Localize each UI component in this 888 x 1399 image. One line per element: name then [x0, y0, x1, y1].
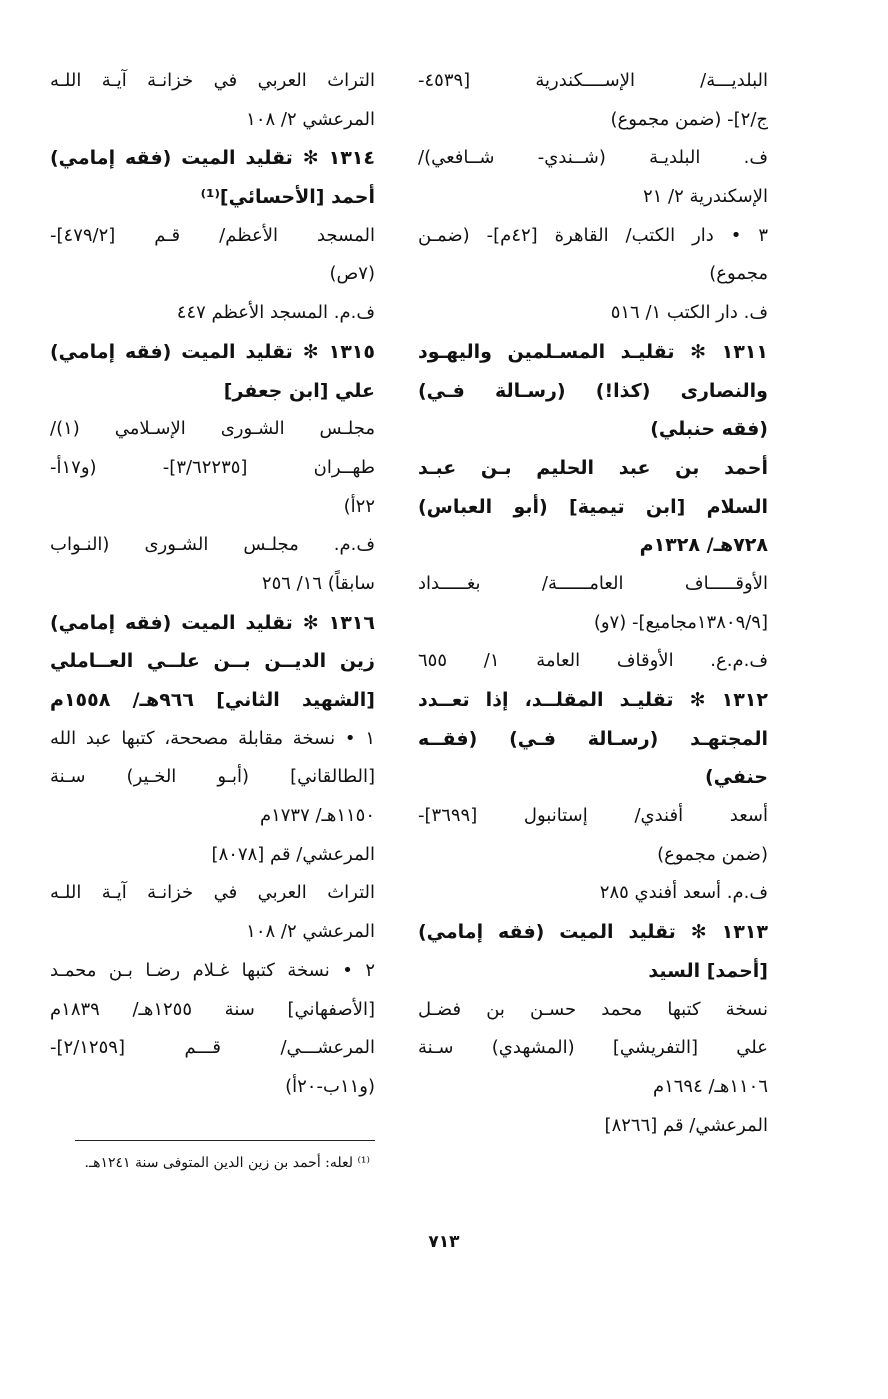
text-line: أحمد [الأحسائي]⁽¹⁾: [200, 186, 375, 209]
text-line: [أحمد] السيد: [648, 959, 768, 982]
text-line: المرعشي/ قم [٨٠٧٨]: [211, 843, 375, 865]
text-line: [الشهيد الثاني] ٩٦٦هـ/ ١٥٥٨م: [50, 689, 375, 711]
text-line: ف.م. المسجد الأعظم ٤٤٧: [176, 302, 375, 324]
text-line: ١٣١٤ ✻ تقليد الميت (فقه إمامي): [50, 147, 375, 170]
text-line: علي [ابن جعفر]: [223, 379, 375, 402]
text-line: طهــران [٣/٦٢٢٣٥]- (و١٧أ-: [50, 456, 375, 478]
text-line: زين الديــن بــن علــي العــاملي: [50, 650, 375, 673]
text-line: ١ • نسخة مقابلة مصححة، كتبها عبد الله: [50, 727, 375, 749]
text-line: المرعشي/ قم [٨٢٦٦]: [604, 1114, 768, 1136]
text-line: ٣ • دار الكتب/ القاهرة [٤٢م]- (ضمـن: [418, 224, 768, 246]
text-line: أحمد بن عبد الحليم بـن عبـد: [418, 456, 768, 479]
text-line: حنفي): [704, 766, 768, 789]
text-line: الإسكندرية ٢/ ٢١: [642, 186, 768, 208]
text-line: ف.م.ع. الأوقاف العامة ١/ ٦٥٥: [418, 650, 768, 672]
text-line: (فقه حنبلي): [650, 418, 768, 441]
text-line: أسعد أفندي/ إستانبول [٣٦٩٩]-: [418, 805, 768, 827]
footnote-divider: [75, 1140, 375, 1141]
text-line: ١٣١٢ ✻ تقليـد المقلــد، إذا تعــدد: [418, 689, 768, 711]
text-line: ف. دار الكتب ١/ ٥١٦: [610, 302, 768, 324]
text-line: الأوقـــــاف العامــــــة/ بغـــــداد: [418, 572, 768, 594]
right-column: [418, 62, 768, 1145]
text-line: مجموع): [709, 263, 768, 285]
text-line: [الطالقاني] (أبـو الخـير) سـنة: [50, 766, 375, 788]
text-line: والنصارى (كذا!) (رسـالة فـي): [418, 379, 768, 402]
footnote: ⁽¹⁾ لعله: أحمد بن زين الدين المتوفى سنة ١٢٤١هـ.: [84, 1155, 370, 1171]
text-line: علي [التفريشي] (المشهدي) سـنة: [418, 1037, 768, 1059]
text-line: نسخة كتبها محمد حسـن بن فضـل: [418, 998, 768, 1020]
text-line: (٧ص): [329, 263, 375, 285]
text-line: ١٣١٥ ✻ تقليد الميت (فقه إمامي): [50, 340, 375, 363]
text-line: السلام [ابن تيمية] (أبو العباس): [418, 495, 768, 518]
text-line: مجلـس الشـورى الإسـلامي (١)/: [50, 418, 375, 440]
text-line: المجتهـد (رسـالة فـي) (فقــه: [418, 727, 768, 750]
text-line: ١١٥٠هـ/ ١٧٣٧م: [259, 805, 375, 827]
text-line: التراث العربي في خزانـة آيـة اللـه: [50, 70, 375, 91]
text-line: المرعشي ٢/ ١٠٨: [246, 108, 375, 130]
text-line: المرعشـــي/ قـــم [٢/١٢٥٩]-: [50, 1037, 375, 1059]
text-line: ف. البلديـة (شــندي- شــافعي)/: [418, 147, 768, 169]
text-line: ١١٠٦هـ/ ١٦٩٤م: [652, 1075, 768, 1097]
left-column: [50, 62, 375, 1107]
text-line: ٢ • نسخة كتبها غـلام رضـا بـن محمـد: [50, 959, 375, 981]
text-line: البلديـــة/ الإســــكندرية [٤٥٣٩-: [418, 70, 768, 91]
text-line: ١٣١١ ✻ تقليـد المسـلمين واليهـود: [418, 340, 768, 363]
text-line: المرعشي ٢/ ١٠٨: [246, 921, 375, 943]
text-line: ف.م. أسعد أفندي ٢٨٥: [599, 882, 768, 904]
text-line: [الأصفهاني] سنة ١٢٥٥هـ/ ١٨٣٩م: [50, 998, 375, 1020]
text-line: ٢٢أ): [343, 495, 375, 517]
page-number: ٧١٣: [428, 1232, 460, 1252]
text-line: [١٣٨٠٩/٩مجاميع]- (٧و): [593, 611, 768, 633]
text-line: ج/٢]- (ضمن مجموع): [610, 108, 768, 130]
text-line: (و١١ب-٢٠أ): [285, 1075, 375, 1097]
text-line: ١٣١٦ ✻ تقليد الميت (فقه إمامي): [50, 611, 375, 634]
text-line: سابقاً) ١٦/ ٢٥٦: [261, 572, 375, 594]
text-line: (ضمن مجموع): [657, 843, 768, 865]
text-line: ٧٢٨هـ/ ١٣٢٨م: [639, 534, 768, 557]
text-line: ١٣١٣ ✻ تقليد الميت (فقه إمامي): [418, 921, 768, 944]
text-line: التراث العربي في خزانـة آيـة اللـه: [50, 882, 375, 904]
text-line: ف.م. مجلـس الشـورى (النـواب: [50, 534, 375, 556]
text-line: المسجد الأعظم/ قـم [٤٧٩/٢]-: [50, 224, 375, 246]
